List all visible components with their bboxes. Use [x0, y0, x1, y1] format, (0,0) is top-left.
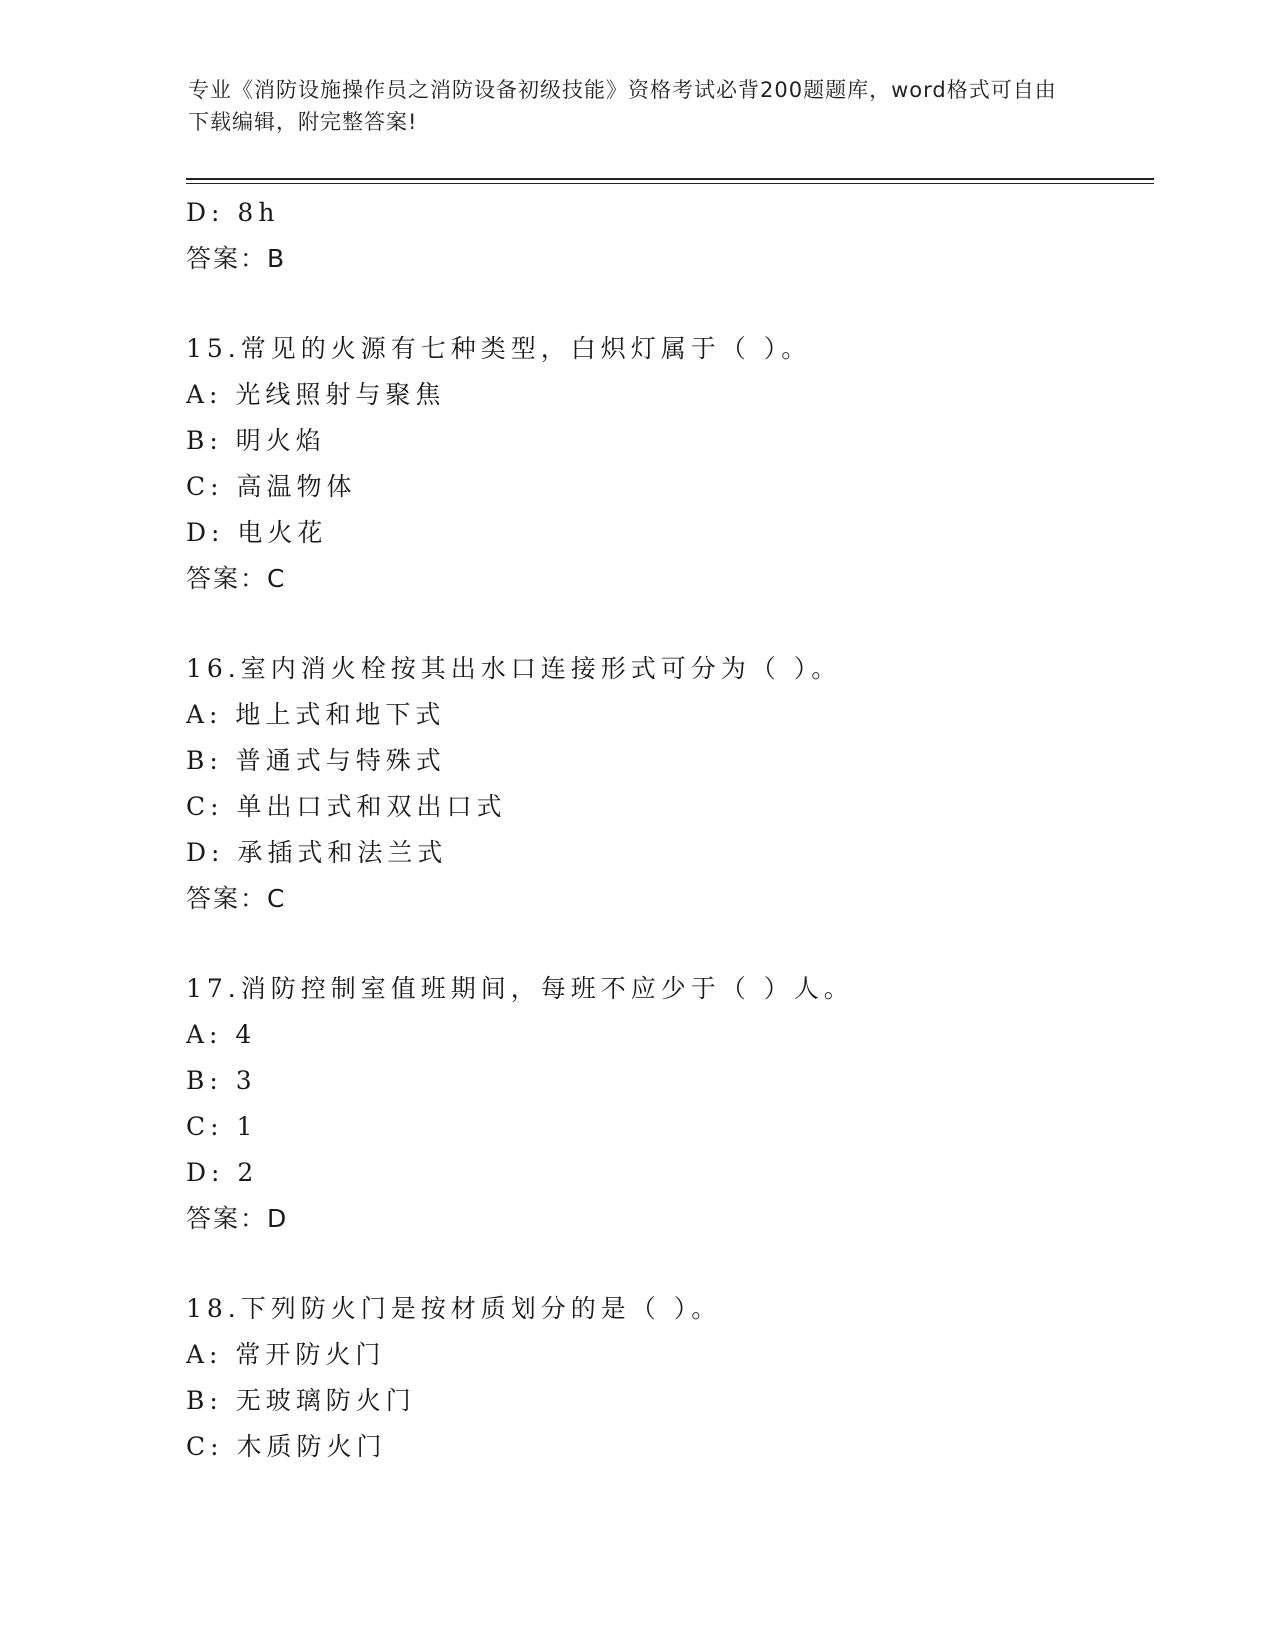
header-divider-thin — [186, 183, 1154, 184]
option-d: D: 承插式和法兰式 — [186, 838, 448, 867]
question-17 — [186, 966, 1146, 1242]
option-b: B: 3 — [186, 1066, 257, 1095]
question-spacer — [186, 282, 1146, 326]
option-c: C: 高温物体 — [186, 472, 357, 501]
document-header-title: 专业《消防设施操作员之消防设备初级技能》资格考试必背200题题库，word格式可自由下载编辑，附完整答案! — [188, 78, 1057, 134]
option-d: D: 2 — [186, 1158, 259, 1187]
option-c: C: 单出口式和双出口式 — [186, 792, 507, 821]
option-a: A: 4 — [186, 1020, 257, 1049]
previous-question-option-d: D: 8h — [186, 198, 280, 227]
option-b: B: 无玻璃防火门 — [186, 1386, 416, 1415]
question-spacer — [186, 1242, 1146, 1286]
option-a: A: 光线照射与聚焦 — [186, 380, 446, 409]
question-stem: 16.室内消火栓按其出水口连接形式可分为（ ）。 — [186, 654, 842, 683]
option-a: A: 常开防火门 — [186, 1340, 386, 1369]
question-18 — [186, 1286, 1146, 1470]
option-b: B: 明火焰 — [186, 426, 326, 455]
question-stem: 18.下列防火门是按材质划分的是（ ）。 — [186, 1294, 722, 1323]
option-c: C: 木质防火门 — [186, 1432, 387, 1461]
question-answer: 答案：C — [186, 884, 287, 913]
question-answer: 答案：C — [186, 564, 287, 593]
option-a: A: 地上式和地下式 — [186, 700, 446, 729]
question-spacer — [186, 602, 1146, 646]
question-stem: 15.常见的火源有七种类型，白炽灯属于（ ）。 — [186, 334, 812, 363]
header-divider-thick — [186, 178, 1154, 180]
option-c: C: 1 — [186, 1112, 258, 1141]
question-answer: 答案：D — [186, 1204, 289, 1233]
question-16 — [186, 646, 1146, 922]
question-stem: 17.消防控制室值班期间，每班不应少于（ ）人。 — [186, 974, 854, 1003]
option-d: D: 电火花 — [186, 518, 328, 547]
question-spacer — [186, 922, 1146, 966]
question-15 — [186, 326, 1146, 602]
question-content — [186, 190, 1146, 1470]
option-b: B: 普通式与特殊式 — [186, 746, 446, 775]
previous-question-answer: 答案：B — [186, 244, 287, 273]
